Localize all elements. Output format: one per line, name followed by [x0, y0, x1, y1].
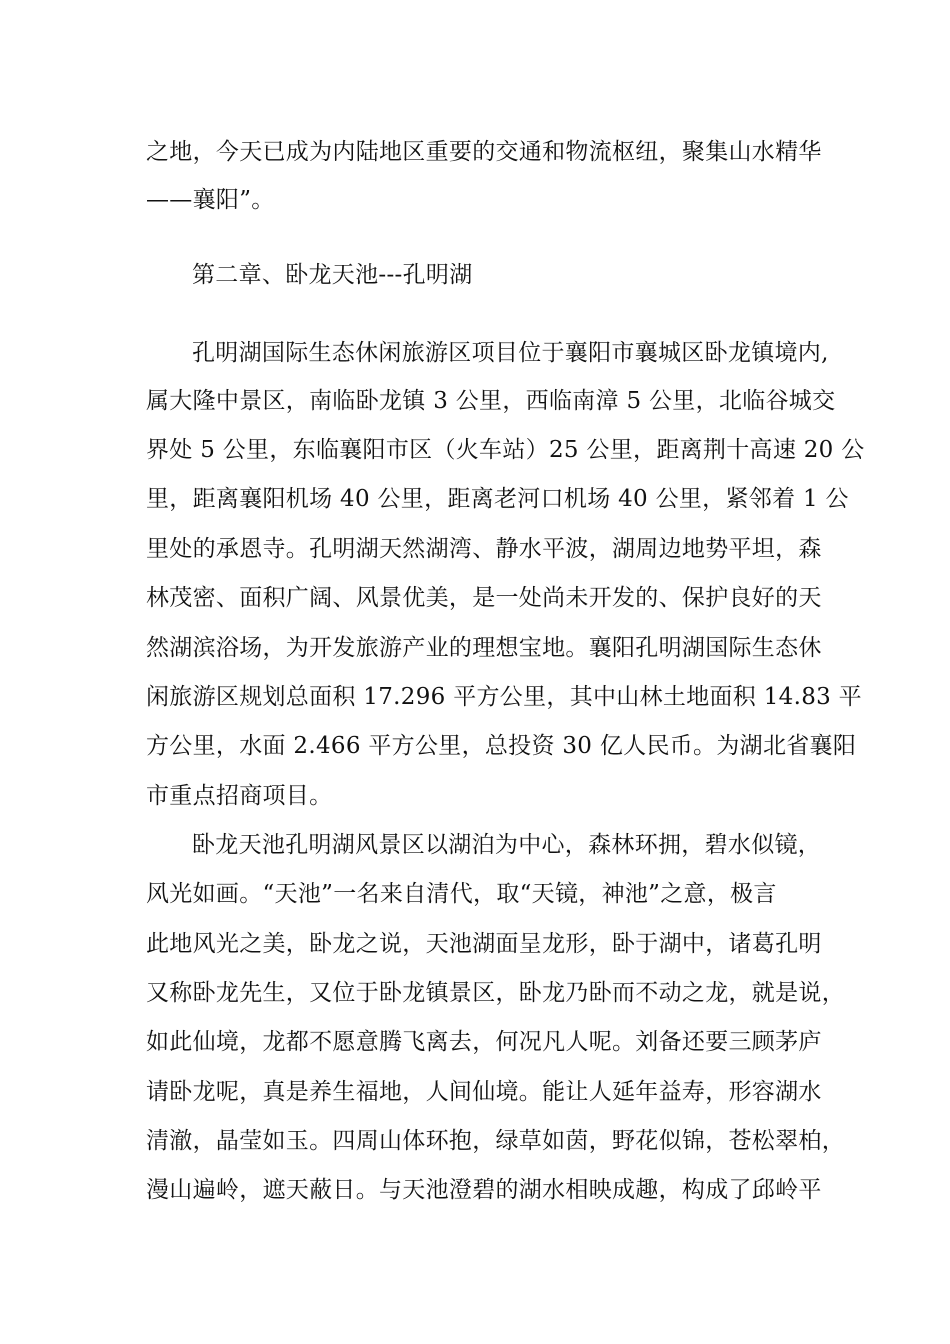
intro-line-1: 之地，今天已成为内陆地区重要的交通和物流枢纽，聚集山水精华 [146, 139, 822, 165]
paragraph-1-line-3: 界处 5 公里，东临襄阳市区（火车站）25 公里，距离荆十高速 20 公 [146, 437, 865, 463]
paragraph-1-line-6: 林茂密、面积广阔、风景优美，是一处尚未开发的、保护良好的天 [146, 585, 822, 611]
paragraph-1-line-4: 里，距离襄阳机场 40 公里，距离老河口机场 40 公里，紧邻着 1 公 [146, 486, 849, 512]
paragraph-2-line-5: 如此仙境，龙都不愿意腾飞离去，何况凡人呢。刘备还要三顾茅庐 [146, 1029, 822, 1055]
paragraph-2-line-1: 卧龙天池孔明湖风景区以湖泊为中心，森林环拥，碧水似镜， [192, 832, 822, 858]
paragraph-2-line-6: 请卧龙呢，真是养生福地，人间仙境。能让人延年益寿，形容湖水 [146, 1079, 822, 1105]
paragraph-1-line-8: 闲旅游区规划总面积 17.296 平方公里，其中山林土地面积 14.83 平 [146, 684, 862, 710]
paragraph-2-line-4: 又称卧龙先生，又位于卧龙镇景区，卧龙乃卧而不动之龙，就是说， [146, 980, 845, 1006]
paragraph-2-line-3: 此地风光之美，卧龙之说，天池湖面呈龙形，卧于湖中，诸葛孔明 [146, 931, 822, 957]
paragraph-1-line-1: 孔明湖国际生态休闲旅游区项目位于襄阳市襄城区卧龙镇境内, [192, 340, 829, 366]
paragraph-1-line-7: 然湖滨浴场，为开发旅游产业的理想宝地。襄阳孔明湖国际生态休 [146, 635, 822, 661]
paragraph-2-line-7: 清澈，晶莹如玉。四周山体环抱，绿草如茵，野花似锦，苍松翠柏， [146, 1128, 845, 1154]
intro-line-2: ——襄阳”。 [146, 187, 275, 213]
paragraph-1-line-5: 里处的承恩寺。孔明湖天然湖湾、静水平波，湖周边地势平坦，森 [146, 536, 822, 562]
chapter-heading: 第二章、卧龙天池---孔明湖 [192, 262, 473, 288]
paragraph-2-line-2: 风光如画。“天池”一名来自清代，取“天镜，神池”之意，极言 [146, 881, 777, 907]
paragraph-1-line-2: 属大隆中景区，南临卧龙镇 3 公里，西临南漳 5 公里，北临谷城交 [146, 388, 836, 414]
paragraph-1-line-10: 市重点招商项目。 [146, 783, 333, 809]
paragraph-1-line-9: 方公里，水面 2.466 平方公里，总投资 30 亿人民币。为湖北省襄阳 [146, 733, 857, 759]
paragraph-2-line-8: 漫山遍岭，遮天蔽日。与天池澄碧的湖水相映成趣，构成了邱岭平 [146, 1177, 822, 1203]
